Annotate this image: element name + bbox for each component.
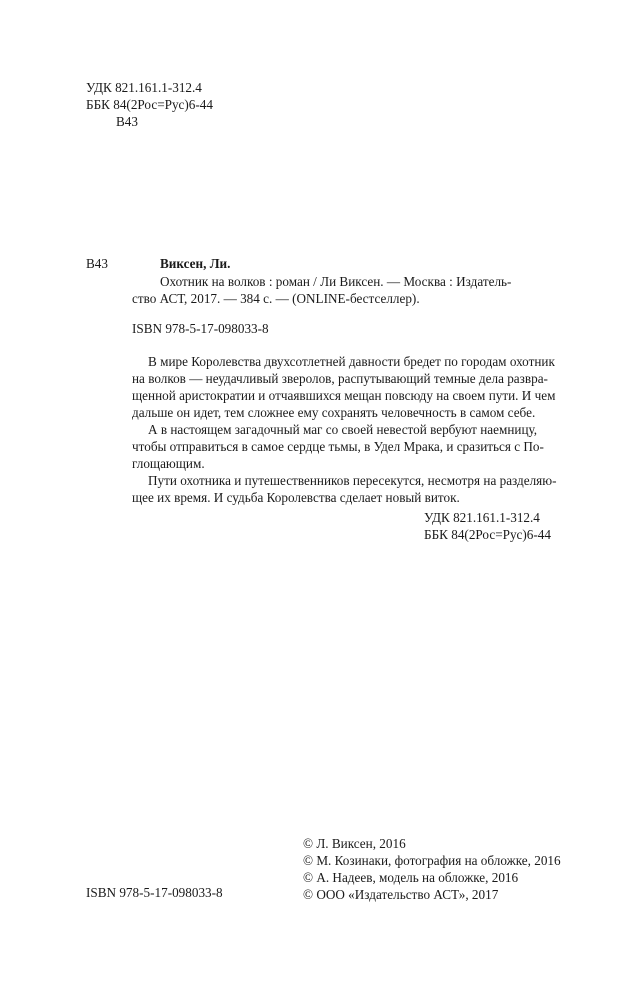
copyright-line: © М. Козинаки, фотография на обложке, 2016 bbox=[303, 853, 561, 868]
record-author-mark: В43 bbox=[86, 256, 108, 271]
top-udk-code: УДК 821.161.1-312.4 bbox=[86, 80, 202, 95]
record-title-line: ство АСТ, 2017. — 384 с. — (ONLINE-бестселлер). bbox=[132, 291, 420, 306]
annotation bbox=[132, 353, 556, 506]
record-title-block bbox=[132, 273, 511, 307]
annotation-line: дальше он идет, тем сложнее ему сохранять человечность в самом себе. bbox=[132, 405, 536, 420]
footer-isbn: ISBN 978-5-17-098033-8 bbox=[86, 885, 223, 900]
annotation-line: глощающим. bbox=[132, 456, 205, 471]
annotation-paragraph bbox=[132, 421, 556, 472]
annotation-line: на волков — неудачливый зверолов, распутывающий темные дела развра- bbox=[132, 371, 548, 386]
record-author: Виксен, Ли. bbox=[160, 256, 231, 271]
top-classification-block bbox=[86, 79, 213, 130]
annotation-line: В мире Королевства двухсотлетней давности бредет по городам охотник bbox=[148, 354, 555, 369]
annotation-paragraph bbox=[132, 353, 556, 421]
bottom-udk-code: УДК 821.161.1-312.4 bbox=[424, 510, 540, 525]
bottom-classification-block bbox=[424, 509, 551, 543]
copyright-line: © Л. Виксен, 2016 bbox=[303, 836, 406, 851]
annotation-line: чтобы отправиться в самое сердце тьмы, в Удел Мрака, и сразиться с По- bbox=[132, 439, 544, 454]
copyright-line: © А. Надеев, модель на обложке, 2016 bbox=[303, 870, 519, 885]
top-bbk-code: ББК 84(2Рос=Рус)6-44 bbox=[86, 97, 213, 112]
record-title-line: Охотник на волков : роман / Ли Виксен. — Москва : Издатель- bbox=[160, 274, 512, 289]
annotation-line: щенной аристократии и отчаявшихся мещан повсюду на своем пути. И чем bbox=[132, 388, 556, 403]
record-isbn: ISBN 978-5-17-098033-8 bbox=[132, 321, 269, 336]
copyright-block bbox=[303, 835, 561, 903]
annotation-line: Пути охотника и путешественников пересекутся, несмотря на разделяю- bbox=[148, 473, 557, 488]
annotation-line: щее их время. И судьба Королевства сделает новый виток. bbox=[132, 490, 460, 505]
bottom-bbk-code: ББК 84(2Рос=Рус)6-44 bbox=[424, 527, 551, 542]
copyright-line: © ООО «Издательство АСТ», 2017 bbox=[303, 887, 499, 902]
annotation-paragraph bbox=[132, 472, 556, 506]
annotation-line: А в настоящем загадочный маг со своей невестой вербуют наемницу, bbox=[148, 422, 538, 437]
top-author-mark: В43 bbox=[116, 114, 138, 129]
